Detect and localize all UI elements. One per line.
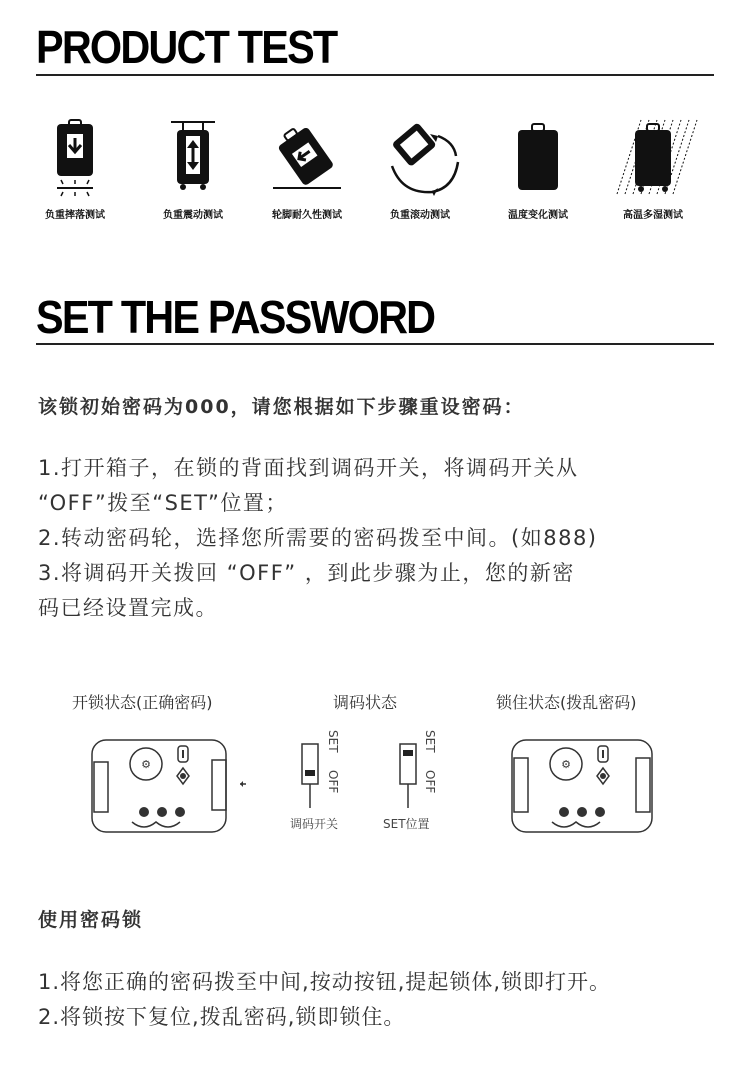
password-step-line: 1.打开箱子，在锁的背面找到调码开关，将调码开关从 xyxy=(38,456,579,480)
drop-test-icon xyxy=(25,118,125,198)
locked-lock-diagram xyxy=(508,736,658,840)
usage-step: 1.将您正确的密码拨至中间,按动按钮,提起锁体,锁即打开。 xyxy=(38,970,612,994)
temperature-test-label: 温度变化测试 xyxy=(508,210,568,221)
switch-set-label: SET xyxy=(326,730,340,753)
product-test-title: PRODUCT TEST xyxy=(36,21,337,73)
temperature-test-icon xyxy=(488,118,588,198)
open-lock-diagram xyxy=(88,736,248,840)
switch-off-label: OFF xyxy=(326,770,340,794)
lock-state-title: 锁住状态(拨乱密码) xyxy=(496,693,637,712)
usage-step: 2.将锁按下复位,拨乱密码,锁即锁住。 xyxy=(38,1005,406,1029)
wheel-durability-icon xyxy=(257,118,357,198)
vibration-test-icon xyxy=(143,118,243,198)
set-position-caption: SET位置 xyxy=(383,817,430,831)
rolling-test-label: 负重滚动测试 xyxy=(390,210,450,221)
password-title: SET THE PASSWORD xyxy=(36,291,435,343)
svg-text:⚙: ⚙ xyxy=(561,758,571,771)
product-test-divider xyxy=(36,74,714,76)
rolling-test-icon xyxy=(372,118,472,198)
password-step-line: 码已经设置完成。 xyxy=(38,596,218,620)
password-step-line: 3.将调码开关拨回 “OFF” ，到此步骤为止，您的新密 xyxy=(38,561,575,585)
switch2-set-label: SET xyxy=(423,730,437,753)
drop-test-label: 负重摔落测试 xyxy=(45,210,105,221)
wheel-durability-label: 轮脚耐久性测试 xyxy=(272,210,342,221)
vibration-test-label: 负重震动测试 xyxy=(163,210,223,221)
open-state-title: 开锁状态(正确密码) xyxy=(72,693,213,712)
usage-title: 使用密码锁 xyxy=(38,909,144,931)
password-lead: 该锁初始密码为000，请您根据如下步骤重设密码： xyxy=(38,396,525,418)
humidity-test-label: 高温多湿测试 xyxy=(623,210,683,221)
humidity-test-icon xyxy=(603,118,703,198)
adjust-state-title: 调码状态 xyxy=(333,693,398,712)
password-step-line: “OFF”拨至“SET”位置； xyxy=(38,491,288,515)
switch-off-diagram xyxy=(294,728,354,816)
password-divider xyxy=(36,343,714,345)
switch-caption: 调码开关 xyxy=(290,817,339,831)
switch2-off-label: OFF xyxy=(423,770,437,794)
password-step-line: 2.转动密码轮，选择您所需要的密码拨至中间。(如888) xyxy=(38,526,598,550)
switch-set-diagram xyxy=(392,728,452,816)
svg-text:⚙: ⚙ xyxy=(141,758,151,771)
